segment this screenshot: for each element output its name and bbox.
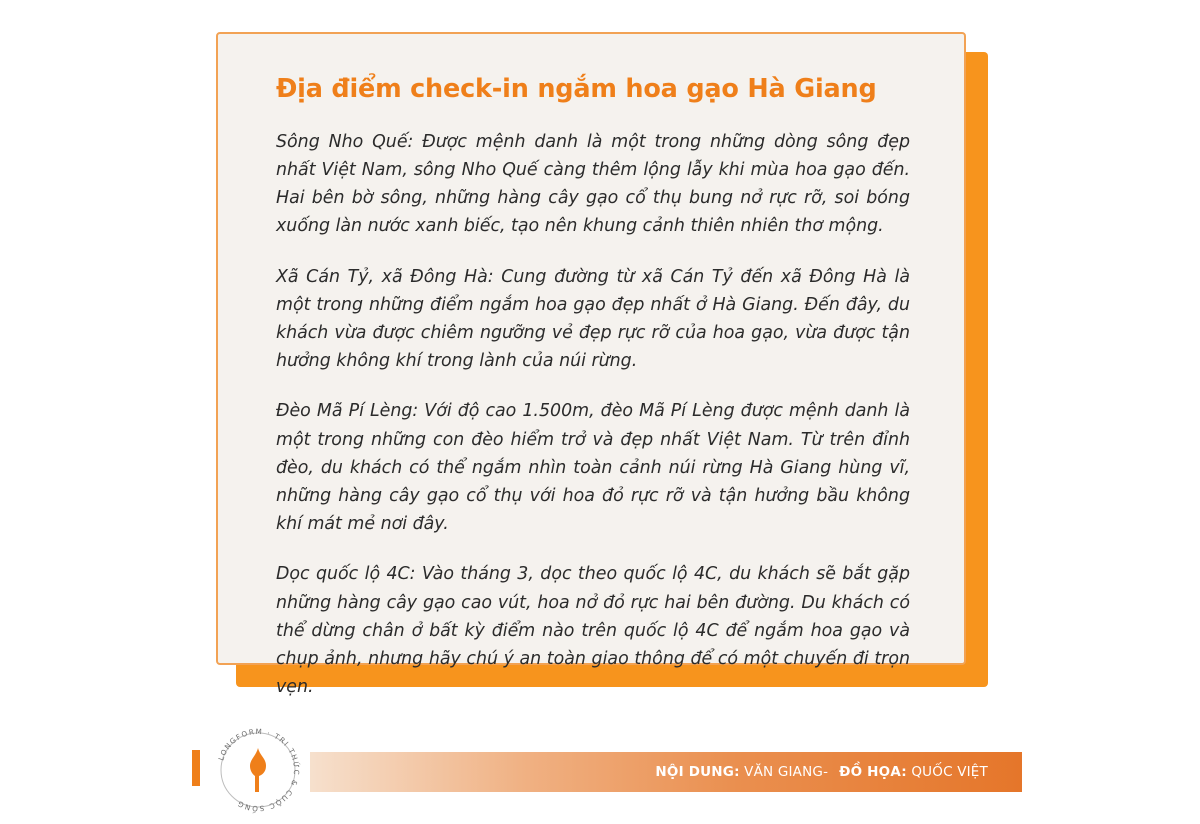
credit-bar — [310, 752, 1022, 792]
svg-text:LONGFORM · TRI THỨC & CUỘC SỐN: LONGFORM · TRI THỨC & CUỘC SỐNG — [216, 726, 302, 814]
card-body — [276, 128, 910, 701]
article-card — [216, 32, 988, 698]
paragraph: Dọc quốc lộ 4C: Vào tháng 3, dọc theo quốc lộ 4C, du khách sẽ bắt gặp những hàng cây gạo cao vút, hoa nở đỏ rực hai bên đường. Du khách có thể dừng chân ở bất kỳ điểm nào trên quốc lộ 4C để ngắm hoa gạo và chụp ảnh, nhưng hãy chú ý an toàn giao thông để có một chuyến đi trọn vẹn. — [276, 564, 910, 698]
logo — [210, 722, 306, 818]
footer — [0, 712, 1200, 824]
graphic-label: ĐỒ HỌA: — [839, 764, 907, 780]
footer-accent-mark — [192, 750, 200, 786]
paragraph: Sông Nho Quế: Được mệnh danh là một trong những dòng sông đẹp nhất Việt Nam, sông Nho Quế càng thêm lộng lẫy khi mùa hoa gạo đến. Hai bên bờ sông, những hàng cây gạo cổ thụ bung nở rực rỡ, soi bóng xuống làn nước xanh biếc, tạo nên khung cảnh thiên nhiên thơ mộng. — [276, 131, 910, 237]
content-value: VĂN GIANG — [744, 764, 824, 780]
paragraph: Xã Cán Tỷ, xã Đông Hà: Cung đường từ xã Cán Tỷ đến xã Đông Hà là một trong những điểm ngắm hoa gạo đẹp nhất ở Hà Giang. Đến đây, du khách vừa được chiêm ngưỡng vẻ đẹp rực rỡ của hoa gạo, vừa được tận hưởng không khí trong lành của núi rừng. — [276, 266, 910, 372]
content-label: NỘI DUNG: — [655, 764, 740, 780]
page-title: Địa điểm check-in ngắm hoa gạo Hà Giang — [276, 74, 877, 104]
paragraph: Đèo Mã Pí Lèng: Với độ cao 1.500m, đèo Mã Pí Lèng được mệnh danh là một trong những con đèo hiểm trở và đẹp nhất Việt Nam. Từ trên đỉnh đèo, du khách có thể ngắm nhìn toàn cảnh núi rừng Hà Giang hùng vĩ, những hàng cây gạo cổ thụ với hoa đỏ rực rỡ và tận hưởng bầu không khí mát mẻ nơi đây. — [276, 401, 910, 535]
card-surface — [216, 32, 966, 698]
graphic-value: QUỐC VIỆT — [911, 764, 988, 780]
credit-separator: - — [823, 764, 829, 780]
